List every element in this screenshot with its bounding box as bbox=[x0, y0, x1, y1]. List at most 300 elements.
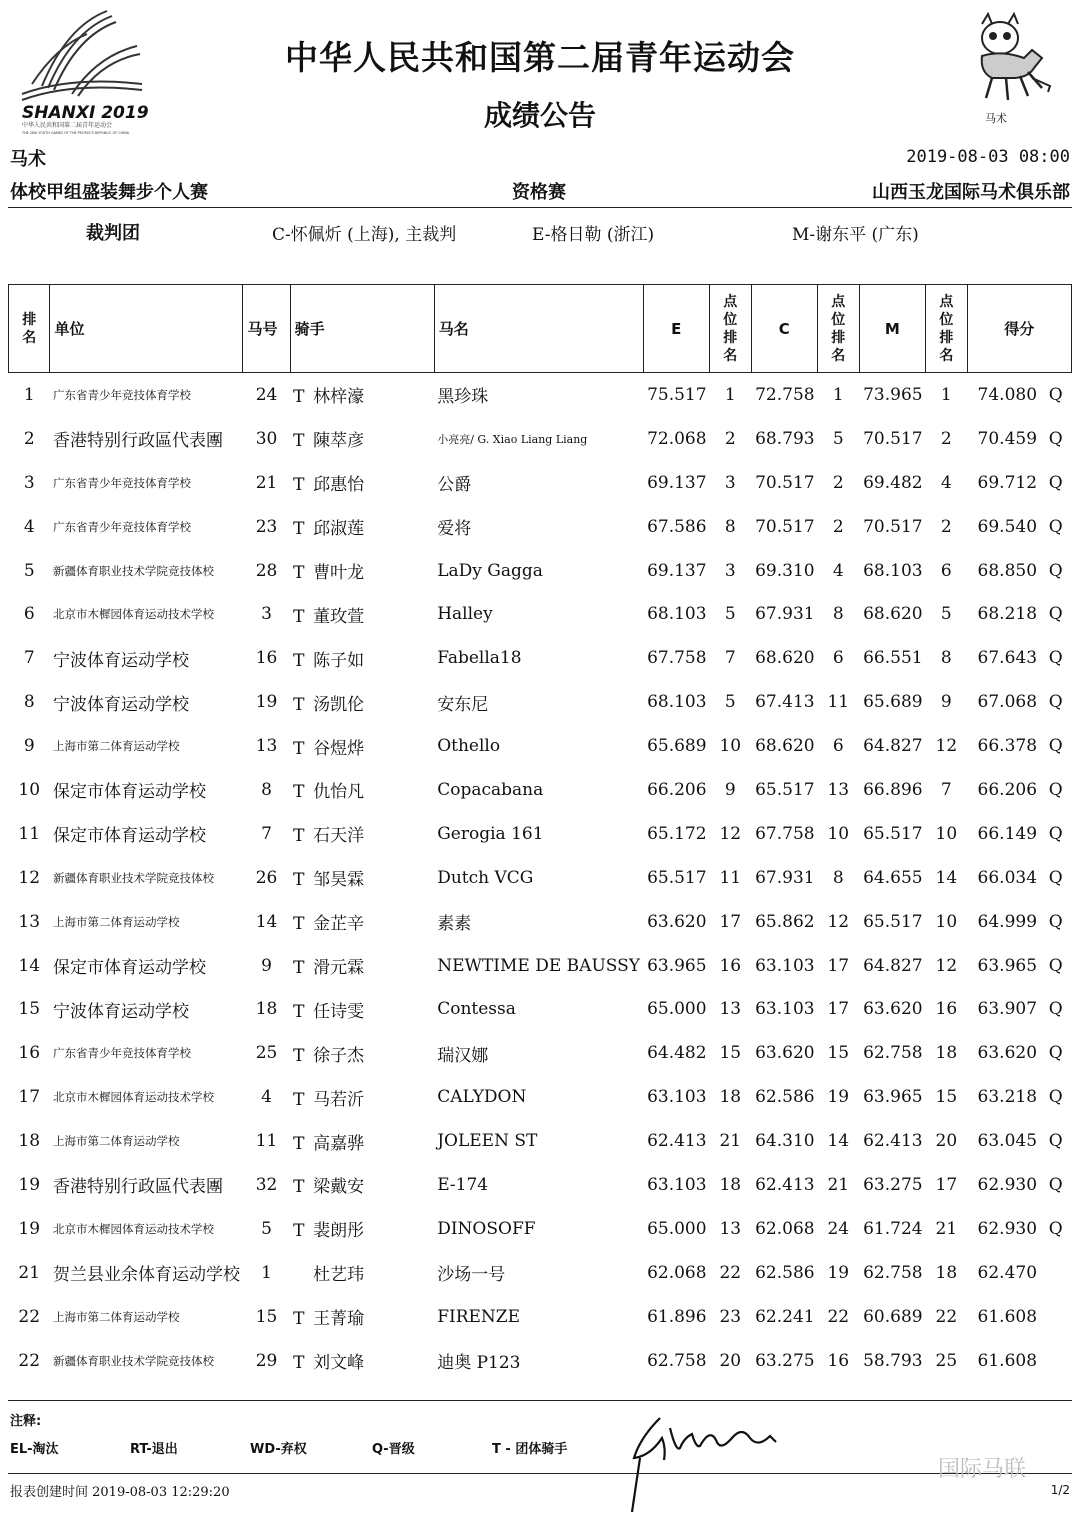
horse-no-cell: 1 bbox=[261, 1262, 272, 1283]
e-score-cell: 63.103 bbox=[647, 1087, 707, 1108]
e-score-cell: 61.896 bbox=[647, 1306, 707, 1327]
horse-cell: 爱将 bbox=[437, 519, 472, 540]
m-place-cell: 2 bbox=[940, 516, 952, 537]
rider-cell bbox=[290, 1295, 434, 1339]
rider-cell bbox=[290, 856, 434, 900]
team-rider-flag: T bbox=[293, 1133, 305, 1154]
e-score-cell: 65.000 bbox=[647, 999, 707, 1020]
qualified-cell: Q bbox=[1048, 384, 1063, 405]
m-score-cell: 65.517 bbox=[863, 823, 923, 844]
rank-cell: 6 bbox=[23, 604, 35, 625]
m-place-cell: 12 bbox=[935, 955, 958, 976]
e-place-cell: 23 bbox=[719, 1306, 742, 1327]
m-score-cell: 65.689 bbox=[863, 692, 923, 713]
rank-cell: 2 bbox=[23, 428, 35, 449]
team-rider-flag: T bbox=[293, 958, 305, 979]
c-place-cell: 2 bbox=[832, 472, 844, 493]
table-header-row bbox=[9, 285, 1072, 373]
rider-name: 刘文峰 bbox=[313, 1353, 365, 1374]
total-cell: 66.378 bbox=[977, 736, 1038, 757]
qualified-cell: Q bbox=[1048, 516, 1063, 537]
team-rider-flag: T bbox=[293, 1045, 305, 1066]
rider-name: 曹叶龙 bbox=[313, 563, 365, 583]
horse-cell: 安东尼 bbox=[437, 694, 489, 715]
e-place-cell: 1 bbox=[724, 384, 736, 405]
horse-cell: 小亮亮/ G. Xiao Liang Liang bbox=[437, 432, 588, 446]
m-place-cell: 18 bbox=[935, 1043, 958, 1064]
e-place-cell: 13 bbox=[719, 1218, 742, 1239]
page-number: 1/2 bbox=[1050, 1483, 1070, 1497]
unit-cell: 北京市木樨园体育运动技术学校 bbox=[52, 607, 214, 622]
rank-cell: 19 bbox=[18, 1218, 41, 1239]
e-place-cell: 8 bbox=[724, 516, 736, 537]
horse-cell: Othello bbox=[437, 736, 501, 757]
m-place-cell: 22 bbox=[935, 1306, 958, 1327]
rank-cell: 1 bbox=[23, 384, 35, 405]
event-phase: 资格赛 bbox=[512, 182, 566, 203]
col-c-place-header: 点位排名 bbox=[818, 285, 859, 373]
qualified-cell: Q bbox=[1048, 955, 1063, 976]
m-score-cell: 70.517 bbox=[863, 428, 923, 449]
unit-cell: 新疆体育职业技术学院竞技体校 bbox=[52, 1353, 214, 1368]
c-place-cell: 6 bbox=[832, 736, 844, 757]
rider-cell bbox=[290, 592, 434, 636]
m-place-cell: 16 bbox=[935, 999, 958, 1020]
e-score-cell: 63.620 bbox=[647, 911, 707, 932]
horse-cell: 公爵 bbox=[437, 475, 472, 496]
unit-cell: 北京市木樨园体育运动技术学校 bbox=[52, 1090, 214, 1105]
rank-cell: 18 bbox=[18, 1131, 41, 1152]
c-score-cell: 69.310 bbox=[755, 560, 815, 581]
m-place-cell: 15 bbox=[935, 1087, 958, 1108]
col-c-header: C bbox=[751, 285, 818, 373]
horse-no-cell: 16 bbox=[255, 648, 278, 669]
m-score-cell: 66.896 bbox=[863, 779, 923, 800]
rider-name: 陈子如 bbox=[313, 650, 365, 671]
e-score-cell: 63.103 bbox=[647, 1174, 707, 1195]
horse-no-cell: 32 bbox=[255, 1174, 278, 1195]
m-score-cell: 64.827 bbox=[863, 736, 923, 757]
rider-name: 谷煜烨 bbox=[313, 738, 365, 759]
table-row bbox=[9, 592, 1072, 636]
rank-cell: 8 bbox=[23, 692, 35, 713]
rider-name: 陳萃彦 bbox=[313, 431, 365, 452]
table-row bbox=[9, 944, 1072, 988]
e-place-cell: 20 bbox=[719, 1350, 742, 1371]
rider-cell bbox=[290, 373, 434, 417]
horse-cell: JOLEEN ST bbox=[437, 1131, 538, 1152]
rider-cell bbox=[290, 461, 434, 505]
team-rider-flag: T bbox=[293, 782, 305, 803]
e-score-cell: 65.000 bbox=[647, 1218, 707, 1239]
e-score-cell: 67.758 bbox=[647, 648, 707, 669]
total-cell: 61.608 bbox=[977, 1306, 1038, 1327]
total-cell: 68.218 bbox=[977, 604, 1038, 625]
rider-name: 金芷辛 bbox=[313, 914, 365, 935]
table-row bbox=[9, 1295, 1072, 1339]
rank-cell: 14 bbox=[18, 955, 41, 976]
m-score-cell: 60.689 bbox=[863, 1306, 923, 1327]
c-score-cell: 65.517 bbox=[755, 779, 815, 800]
rider-name: 董玫萱 bbox=[313, 606, 365, 627]
rank-cell: 5 bbox=[23, 560, 35, 581]
m-score-cell: 69.482 bbox=[863, 472, 923, 493]
c-score-cell: 72.758 bbox=[755, 384, 815, 405]
m-place-cell: 1 bbox=[940, 384, 952, 405]
rider-cell bbox=[290, 768, 434, 812]
c-place-cell: 22 bbox=[827, 1306, 850, 1327]
e-place-cell: 10 bbox=[719, 736, 742, 757]
horse-cell: NEWTIME DE BAUSSY bbox=[437, 955, 640, 976]
horse-no-cell: 8 bbox=[261, 779, 272, 800]
e-place-cell: 15 bbox=[719, 1043, 742, 1064]
table-row bbox=[9, 1119, 1072, 1163]
e-score-cell: 64.482 bbox=[647, 1043, 707, 1064]
horse-no-cell: 13 bbox=[255, 736, 278, 757]
team-rider-flag: T bbox=[293, 650, 305, 671]
c-place-cell: 11 bbox=[827, 692, 850, 713]
rider-name: 汤凯伦 bbox=[313, 694, 365, 715]
rider-cell bbox=[290, 1207, 434, 1251]
page-title: 中华人民共和国第二届青年运动会 bbox=[285, 38, 795, 77]
rider-name: 邱惠怡 bbox=[313, 475, 365, 496]
horse-cell: Dutch VCG bbox=[437, 867, 534, 888]
results-body bbox=[9, 373, 1072, 1383]
table-row bbox=[9, 1207, 1072, 1251]
m-score-cell: 62.758 bbox=[863, 1262, 923, 1283]
m-place-cell: 9 bbox=[940, 692, 952, 713]
table-row bbox=[9, 505, 1072, 549]
table-bottom-line bbox=[8, 1400, 1072, 1401]
rider-cell bbox=[290, 505, 434, 549]
col-horse-no-header: 马号 bbox=[243, 285, 290, 373]
horse-cell: Gerogia 161 bbox=[437, 823, 544, 844]
rider-cell bbox=[290, 549, 434, 593]
m-score-cell: 63.620 bbox=[863, 999, 923, 1020]
m-place-cell: 5 bbox=[940, 604, 952, 625]
m-place-cell: 17 bbox=[935, 1174, 958, 1195]
rider-name: 任诗雯 bbox=[313, 1001, 365, 1022]
e-score-cell: 65.172 bbox=[647, 823, 707, 844]
team-rider-flag: T bbox=[293, 387, 305, 408]
e-place-cell: 18 bbox=[719, 1087, 742, 1108]
qualified-cell: Q bbox=[1048, 604, 1063, 625]
mascot-label: 马术 bbox=[985, 112, 1007, 125]
team-rider-flag: T bbox=[293, 870, 305, 891]
team-rider-flag: T bbox=[293, 738, 305, 759]
table-row bbox=[9, 1163, 1072, 1207]
m-place-cell: 6 bbox=[940, 560, 952, 581]
horse-no-cell: 18 bbox=[255, 999, 278, 1020]
qualified-cell: Q bbox=[1048, 911, 1063, 932]
e-place-cell: 7 bbox=[724, 648, 736, 669]
m-score-cell: 73.965 bbox=[863, 384, 923, 405]
rider-cell bbox=[290, 900, 434, 944]
total-cell: 70.459 bbox=[977, 428, 1038, 449]
horse-no-cell: 15 bbox=[255, 1306, 278, 1327]
e-score-cell: 72.068 bbox=[647, 428, 707, 449]
report-created: 报表创建时间 2019-08-03 12:29:20 bbox=[10, 1485, 230, 1500]
horse-no-cell: 19 bbox=[255, 692, 278, 713]
total-cell: 74.080 bbox=[977, 384, 1038, 405]
qualified-cell: Q bbox=[1048, 692, 1063, 713]
rank-cell: 16 bbox=[18, 1043, 41, 1064]
team-rider-flag: T bbox=[293, 606, 305, 627]
e-score-cell: 69.137 bbox=[647, 560, 707, 581]
table-row bbox=[9, 461, 1072, 505]
horse-cell: CALYDON bbox=[437, 1087, 527, 1108]
rider-name: 高嘉骅 bbox=[313, 1133, 365, 1154]
rank-cell: 22 bbox=[18, 1306, 41, 1327]
table-row bbox=[9, 1031, 1072, 1075]
unit-cell: 上海市第二体育运动学校 bbox=[52, 1134, 180, 1149]
horse-no-cell: 5 bbox=[261, 1218, 272, 1239]
total-cell: 61.608 bbox=[977, 1350, 1038, 1371]
unit-cell: 保定市体育运动学校 bbox=[52, 782, 206, 803]
team-rider-flag: T bbox=[293, 431, 305, 452]
c-place-cell: 6 bbox=[832, 648, 844, 669]
total-cell: 66.206 bbox=[977, 779, 1038, 800]
e-place-cell: 16 bbox=[719, 955, 742, 976]
sport-name: 马术 bbox=[10, 149, 46, 170]
c-score-cell: 70.517 bbox=[755, 472, 815, 493]
logo-text: SHANXI 2019 bbox=[22, 103, 149, 123]
event-name: 体校甲组盛装舞步个人赛 bbox=[10, 182, 208, 203]
e-place-cell: 3 bbox=[724, 472, 736, 493]
horse-no-cell: 28 bbox=[255, 560, 278, 581]
unit-cell: 宁波体育运动学校 bbox=[52, 1001, 189, 1022]
total-cell: 69.712 bbox=[977, 472, 1038, 493]
rider-cell bbox=[290, 1251, 434, 1295]
e-score-cell: 62.758 bbox=[647, 1350, 707, 1371]
e-score-cell: 65.689 bbox=[647, 736, 707, 757]
rider-name: 徐子杰 bbox=[313, 1045, 365, 1066]
c-place-cell: 17 bbox=[827, 999, 850, 1020]
e-score-cell: 62.068 bbox=[647, 1262, 707, 1283]
c-place-cell: 19 bbox=[827, 1262, 850, 1283]
e-score-cell: 69.137 bbox=[647, 472, 707, 493]
m-score-cell: 62.413 bbox=[863, 1131, 923, 1152]
c-score-cell: 68.620 bbox=[755, 648, 815, 669]
horse-no-cell: 4 bbox=[261, 1087, 272, 1108]
col-e-header: E bbox=[643, 285, 710, 373]
c-place-cell: 19 bbox=[827, 1087, 850, 1108]
c-place-cell: 24 bbox=[827, 1218, 850, 1239]
rider-cell bbox=[290, 680, 434, 724]
qualified-cell bbox=[1040, 1251, 1071, 1295]
c-score-cell: 64.310 bbox=[755, 1131, 815, 1152]
unit-cell: 宁波体育运动学校 bbox=[52, 650, 189, 671]
horse-no-cell: 29 bbox=[255, 1350, 278, 1371]
total-cell: 67.643 bbox=[977, 648, 1038, 669]
rider-cell bbox=[290, 1339, 434, 1383]
footer-divider bbox=[8, 1473, 1072, 1474]
header-divider bbox=[8, 207, 1072, 208]
c-score-cell: 68.620 bbox=[755, 736, 815, 757]
rider-name: 裴朗彤 bbox=[313, 1221, 365, 1242]
judge-c: C-怀佩炘 (上海), 主裁判 bbox=[272, 225, 457, 245]
total-cell: 64.999 bbox=[977, 911, 1038, 932]
c-score-cell: 62.241 bbox=[755, 1306, 815, 1327]
e-score-cell: 63.965 bbox=[647, 955, 707, 976]
unit-cell: 上海市第二体育运动学校 bbox=[52, 1309, 180, 1324]
horse-cell: DINOSOFF bbox=[437, 1218, 536, 1239]
rank-cell: 13 bbox=[18, 911, 41, 932]
total-cell: 63.045 bbox=[977, 1131, 1038, 1152]
c-place-cell: 15 bbox=[827, 1043, 850, 1064]
logo-subtext: 中华人民共和国第二届青年运动会 bbox=[22, 122, 113, 129]
horse-no-cell: 7 bbox=[261, 823, 272, 844]
table-row bbox=[9, 1251, 1072, 1295]
rider-cell bbox=[290, 417, 434, 461]
total-cell: 66.034 bbox=[977, 867, 1038, 888]
note-t: T - 团体骑手 bbox=[492, 1442, 568, 1457]
rider-name: 仇怡凡 bbox=[313, 782, 365, 803]
m-score-cell: 70.517 bbox=[863, 516, 923, 537]
horse-cell: 黑珍珠 bbox=[437, 387, 489, 408]
e-place-cell: 2 bbox=[724, 428, 736, 449]
m-place-cell: 25 bbox=[935, 1350, 958, 1371]
team-rider-flag: T bbox=[293, 1309, 305, 1330]
m-place-cell: 21 bbox=[935, 1218, 958, 1239]
table-row bbox=[9, 987, 1072, 1031]
judge-e: E-格日勒 (浙江) bbox=[532, 225, 655, 245]
horse-cell: 瑞汉娜 bbox=[437, 1045, 489, 1066]
horse-no-cell: 23 bbox=[255, 516, 278, 537]
unit-cell: 广东省青少年竞技体育学校 bbox=[52, 1046, 191, 1061]
m-place-cell: 14 bbox=[935, 867, 958, 888]
rider-cell bbox=[290, 1075, 434, 1119]
m-place-cell: 10 bbox=[935, 823, 958, 844]
unit-cell: 北京市木樨园体育运动技术学校 bbox=[52, 1221, 214, 1236]
col-unit-header: 单位 bbox=[50, 285, 243, 373]
e-place-cell: 17 bbox=[719, 911, 742, 932]
note-rt: RT-退出 bbox=[130, 1442, 178, 1457]
rank-cell: 12 bbox=[18, 867, 41, 888]
table-row bbox=[9, 900, 1072, 944]
rider-cell bbox=[290, 812, 434, 856]
horse-cell: Copacabana bbox=[437, 779, 544, 800]
table-row bbox=[9, 680, 1072, 724]
c-score-cell: 67.931 bbox=[755, 604, 815, 625]
horse-no-cell: 24 bbox=[255, 384, 278, 405]
horse-cell: E-174 bbox=[437, 1174, 489, 1195]
table-row bbox=[9, 768, 1072, 812]
table-row bbox=[9, 1339, 1072, 1383]
team-rider-flag: T bbox=[293, 1353, 305, 1374]
qualified-cell: Q bbox=[1048, 472, 1063, 493]
total-cell: 63.965 bbox=[977, 955, 1038, 976]
c-place-cell: 4 bbox=[832, 560, 844, 581]
rank-cell: 15 bbox=[18, 999, 41, 1020]
rider-cell bbox=[290, 987, 434, 1031]
unit-cell: 广东省青少年竞技体育学校 bbox=[52, 519, 191, 534]
c-score-cell: 63.103 bbox=[755, 999, 815, 1020]
team-rider-flag: T bbox=[293, 1221, 305, 1242]
qualified-cell: Q bbox=[1048, 999, 1063, 1020]
unit-cell: 上海市第二体育运动学校 bbox=[52, 739, 180, 754]
total-cell: 63.907 bbox=[977, 999, 1038, 1020]
horse-no-cell: 14 bbox=[255, 911, 278, 932]
c-place-cell: 2 bbox=[832, 516, 844, 537]
e-place-cell: 13 bbox=[719, 999, 742, 1020]
total-cell: 62.470 bbox=[977, 1262, 1038, 1283]
c-place-cell: 8 bbox=[832, 867, 844, 888]
m-place-cell: 8 bbox=[940, 648, 952, 669]
horse-cell: Contessa bbox=[437, 999, 516, 1020]
horse-cell: 迪奥 P123 bbox=[437, 1353, 521, 1374]
qualified-cell: Q bbox=[1048, 1087, 1063, 1108]
c-score-cell: 68.793 bbox=[755, 428, 815, 449]
table-row bbox=[9, 636, 1072, 680]
m-place-cell: 12 bbox=[935, 736, 958, 757]
notes-title: 注释: bbox=[10, 1414, 42, 1429]
unit-cell: 新疆体育职业技术学院竞技体校 bbox=[52, 870, 214, 885]
unit-cell: 上海市第二体育运动学校 bbox=[52, 914, 180, 929]
total-cell: 66.149 bbox=[977, 823, 1038, 844]
m-score-cell: 68.103 bbox=[863, 560, 923, 581]
unit-cell: 香港特别行政區代表團 bbox=[52, 1177, 223, 1198]
m-place-cell: 2 bbox=[940, 428, 952, 449]
m-place-cell: 18 bbox=[935, 1262, 958, 1283]
col-rank-header: 排名 bbox=[9, 285, 50, 373]
note-el: EL-淘汰 bbox=[10, 1442, 59, 1457]
e-place-cell: 22 bbox=[719, 1262, 742, 1283]
horse-cell: FIRENZE bbox=[437, 1306, 521, 1327]
rider-cell bbox=[290, 636, 434, 680]
unit-cell: 贺兰县业余体育运动学校 bbox=[52, 1265, 240, 1286]
c-score-cell: 67.758 bbox=[755, 823, 815, 844]
team-rider-flag: T bbox=[293, 1177, 305, 1198]
total-cell: 67.068 bbox=[977, 692, 1038, 713]
qualified-cell bbox=[1040, 1295, 1071, 1339]
table-row bbox=[9, 549, 1072, 593]
team-rider-flag: T bbox=[293, 563, 305, 583]
m-score-cell: 63.275 bbox=[863, 1174, 923, 1195]
rider-cell bbox=[290, 724, 434, 768]
rider-name: 邱淑莲 bbox=[313, 519, 365, 540]
m-place-cell: 7 bbox=[940, 779, 952, 800]
horse-no-cell: 3 bbox=[261, 604, 272, 625]
logo-subtext-en: THE 2ND YOUTH GAMES OF THE PEOPLE'S REPUBLIC OF CHINA bbox=[22, 131, 129, 135]
c-place-cell: 1 bbox=[832, 384, 844, 405]
rank-cell: 22 bbox=[18, 1350, 41, 1371]
rider-name: 杜艺玮 bbox=[313, 1265, 365, 1286]
c-score-cell: 62.413 bbox=[755, 1174, 815, 1195]
qualified-cell: Q bbox=[1048, 867, 1063, 888]
c-place-cell: 5 bbox=[832, 428, 844, 449]
team-rider-flag: T bbox=[293, 519, 305, 540]
c-place-cell: 16 bbox=[827, 1350, 850, 1371]
rider-cell bbox=[290, 944, 434, 988]
c-score-cell: 67.413 bbox=[755, 692, 815, 713]
col-m-place-header: 点位排名 bbox=[926, 285, 967, 373]
c-score-cell: 63.103 bbox=[755, 955, 815, 976]
m-place-cell: 20 bbox=[935, 1131, 958, 1152]
total-cell: 69.540 bbox=[977, 516, 1038, 537]
horse-no-cell: 11 bbox=[255, 1131, 278, 1152]
e-place-cell: 21 bbox=[719, 1131, 742, 1152]
watermark: 国际马联 bbox=[938, 1457, 1027, 1482]
total-cell: 62.930 bbox=[977, 1218, 1038, 1239]
m-score-cell: 61.724 bbox=[863, 1218, 923, 1239]
m-score-cell: 64.827 bbox=[863, 955, 923, 976]
qualified-cell: Q bbox=[1048, 1174, 1063, 1195]
m-score-cell: 65.517 bbox=[863, 911, 923, 932]
c-place-cell: 10 bbox=[827, 823, 850, 844]
m-place-cell: 10 bbox=[935, 911, 958, 932]
col-rider-header: 骑手 bbox=[290, 285, 434, 373]
